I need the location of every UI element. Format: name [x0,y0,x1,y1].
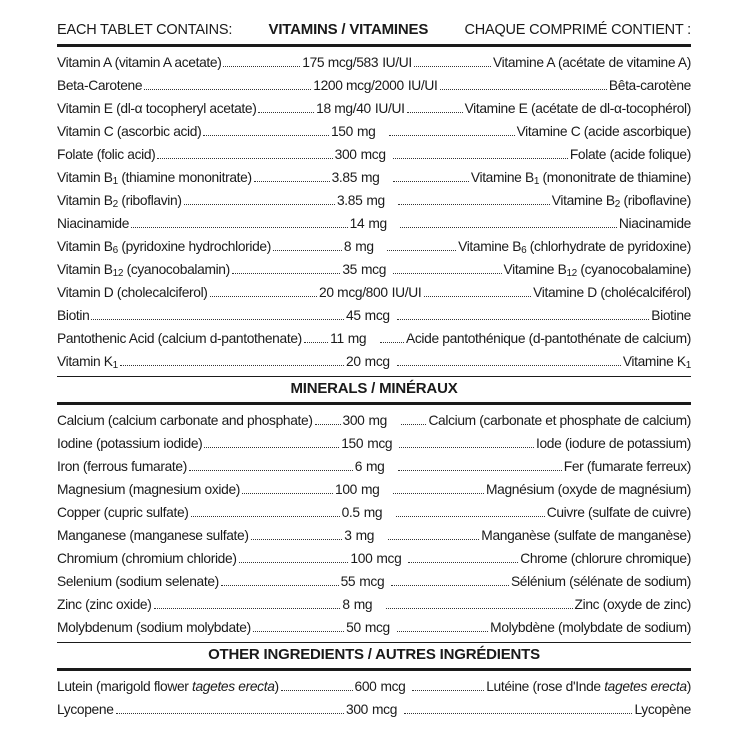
dot-leader [393,181,469,182]
name-part: (pyridoxine hydrochloride) [117,239,271,254]
dot-leader [408,562,518,563]
dot-leader [393,158,568,159]
ingredient-row [57,235,691,258]
nutrient-name-en: Beta-Carotene [57,78,143,93]
dot-leader [387,250,456,251]
amount-unit: mcg [380,679,406,694]
nutrient-name-fr [486,675,691,698]
subscript-number: 6 [521,245,527,256]
nutrient-name-fr: Zinc (oxyde de zinc) [574,597,691,612]
name-part: Vitamine B [503,262,567,277]
dot-leader [440,89,607,90]
dot-leader [393,493,484,494]
latin-name: tagetes erecta [604,679,687,694]
ingredient-row [57,212,691,235]
amount-unit: mg [347,331,367,346]
dot-leader [304,342,328,343]
amount-value: 0.5 [341,505,360,520]
amount-unit: mcg [372,702,398,717]
vitamins-section-title: VITAMINS / VITAMINES [268,21,429,38]
ingredient-row [57,616,691,639]
amount-unit: mg [355,239,374,254]
subscript-number: 1 [112,360,118,371]
amount-unit: mcg [364,620,390,635]
name-part: Vitamine B [470,170,534,185]
amount-unit: mg [356,124,376,139]
nutrient-name-en [57,675,279,698]
nutrient-name-en: Biotin [57,308,90,323]
amount-unit: mcg [364,354,390,369]
nutrient-name-en [57,235,271,258]
amount-value: 3.85 [336,193,363,208]
amount-unit: mcg [359,574,385,589]
nutrient-name-fr [552,189,691,212]
dot-leader [414,66,491,67]
header-left: EACH TABLET CONTAINS: [57,22,233,38]
nutrient-name-en: Iodine (potassium iodide) [57,436,203,451]
subscript-number: 2 [112,199,118,210]
subscript-number: 12 [566,268,577,279]
amount-unit: mg [366,193,385,208]
minerals-list [57,409,691,639]
dot-leader [204,447,339,448]
amount-value: 300 [342,413,365,428]
dot-leader [388,539,480,540]
name-part: Vitamine K [622,354,686,369]
ingredient-row [57,74,691,97]
dot-leader [281,690,353,691]
ingredient-row [57,97,691,120]
name-part: (riboflavin) [117,193,182,208]
dot-leader [189,470,353,471]
ingredient-row [57,432,691,455]
nutrient-name-en: Vitamin D (cholecalciferol) [57,285,208,300]
dot-leader [253,631,344,632]
dot-leader [131,227,348,228]
nutrient-name-fr: Bêta-carotène [608,78,692,93]
amount-unit: mg [353,597,373,612]
nutrient-name-en [57,166,252,189]
dot-leader [397,631,488,632]
subscript-number: 6 [112,245,118,256]
nutrient-name-fr: Calcium (carbonate et phosphate de calcium) [428,413,692,428]
nutrient-name-fr: Chrome (chlorure chromique) [520,551,691,566]
ingredient-row [57,350,691,373]
dot-leader [120,365,344,366]
amount-value: 3.85 [331,170,358,185]
ingredient-row [57,570,691,593]
amount-value: 175 mcg/583 [302,55,379,70]
amount-unit: mcg [360,147,386,162]
amount-value: 100 [350,551,373,566]
nutrient-name-en: Calcium (calcium carbonate and phosphate) [57,413,313,428]
other-ingredients-list [57,675,691,721]
dot-leader [407,112,463,113]
nutrient-name-en [57,189,182,212]
ingredient-row [57,281,691,304]
nutrient-name-en: Vitamin E (dl-α tocopheryl acetate) [57,101,257,116]
amount-unit: mg [363,505,383,520]
dot-leader [400,227,617,228]
dot-leader [184,204,335,205]
amount-value: 300 [346,702,368,717]
amount-unit: IU/UI [391,285,422,300]
name-part: Vitamin B [57,262,113,277]
nutrient-name-fr: Iode (iodure de potassium) [535,436,692,451]
dot-leader [399,447,534,448]
nutrient-name-en: Chromium (chromium chloride) [57,551,237,566]
amount-value: 20 mcg/800 [319,285,388,300]
other-ingredients-section-title: OTHER INGREDIENTS / AUTRES INGRÉDIENTS [208,646,540,663]
amount-value: 8 [342,597,350,612]
name-part: Vitamin B [57,239,113,254]
amount-value: 45 [346,308,361,323]
nutrient-name-fr: Magnésium (oxyde de magnésium) [486,482,691,497]
dot-leader [254,181,330,182]
name-part: (thiamine mononitrate) [117,170,252,185]
amount-value: 100 [335,482,358,497]
amount-unit: mcg [361,262,387,277]
ingredient-row [57,524,691,547]
nutrient-name-fr: Biotine [651,308,692,323]
nutrient-name-fr: Vitamine D (cholécalciférol) [533,285,692,300]
nutrient-name-en: Molybdenum (sodium molybdate) [57,620,251,635]
amount-value: 150 [341,436,364,451]
nutrient-name-en: Vitamin C (ascorbic acid) [57,124,202,139]
name-part: ) [686,679,691,694]
dot-leader [144,89,311,90]
ingredient-row [57,189,691,212]
amount-value: 300 [334,147,357,162]
nutrient-name-en: Vitamin A (vitamin A acetate) [57,55,222,70]
dot-leader [386,608,573,609]
dot-leader [273,250,342,251]
dot-leader [223,66,300,67]
subscript-number: 1 [533,176,540,187]
ingredient-row [57,51,691,74]
dot-leader [393,273,501,274]
nutrient-name-en: Copper (cupric sulfate) [57,505,189,520]
header-right: CHAQUE COMPRIMÉ CONTIENT : [464,22,691,38]
nutrient-name-en [57,258,230,281]
amount-value: 3 [344,528,352,543]
nutrient-name-en: Manganese (manganese sulfate) [57,528,249,543]
subscript-number: 1 [685,360,691,371]
amount-value: 35 [342,262,358,277]
nutrient-name-fr: Fer (fumarate ferreux) [563,459,692,474]
name-part: (chlorhydrate de pyridoxine) [526,239,691,254]
name-part: Vitamine B [551,193,615,208]
ingredient-row [57,478,691,501]
subscript-number: 2 [614,199,620,210]
dot-leader [203,135,329,136]
dot-leader [232,273,340,274]
ingredient-row [57,698,691,721]
amount-value: 8 [343,239,352,254]
nutrient-name-fr: Vitamine C (acide ascorbique) [516,124,691,139]
amount-unit: IU/UI [407,78,438,93]
dot-leader [397,319,650,320]
amount-unit: mcg [376,551,402,566]
ingredient-row [57,675,691,698]
amount-unit: mg [368,413,387,428]
ingredient-row [57,258,691,281]
amount-value: 14 [349,216,365,231]
nutrient-name-en: Pantothenic Acid (calcium d-pantothenate) [57,331,302,346]
nutrient-name-en: Iron (ferrous fumarate) [57,459,187,474]
dot-leader [221,585,339,586]
amount-value: 600 [354,679,377,694]
amount-value: 55 [340,574,356,589]
name-part: Lutéine (rose d'Inde [486,679,605,694]
dot-leader [389,135,515,136]
ingredient-row [57,120,691,143]
name-part: (cyanocobalamin) [123,262,230,277]
name-part: Vitamin K [57,354,113,369]
dot-leader [315,424,341,425]
dot-leader [239,562,349,563]
nutrient-name-en [57,350,118,373]
dot-leader [380,342,404,343]
header-bar [57,18,691,42]
nutrient-name-fr: Acide pantothénique (d-pantothénate de calcium) [406,331,692,346]
dot-leader [258,112,314,113]
name-part: Lutein (marigold flower [57,679,192,694]
nutrient-name-en: Zinc (zinc oxide) [57,597,152,612]
amount-unit: mg [361,170,380,185]
subscript-number: 12 [112,268,124,279]
nutrient-name-fr [458,235,691,258]
amount-unit: IU/UI [374,101,405,116]
dot-leader [412,690,484,691]
nutrient-name-en: Folate (folic acid) [57,147,156,162]
ingredient-row [57,501,691,524]
nutrient-name-fr: Molybdène (molybdate de sodium) [490,620,691,635]
ingredient-row [57,409,691,432]
dot-leader [154,608,341,609]
name-part: (cyanocobalamine) [576,262,692,277]
nutrient-name-fr: Niacinamide [618,216,691,231]
dot-leader [157,158,332,159]
amount-unit: IU/UI [382,55,412,70]
name-part: Vitamin B [57,170,113,185]
nutrient-name-en: Magnesium (magnesium oxide) [57,482,241,497]
nutrient-name-fr [471,166,691,189]
amount-unit: mg [368,216,387,231]
dot-leader [191,516,340,517]
dot-leader [404,713,632,714]
nutrient-name-fr: Folate (acide folique) [569,147,692,162]
nutrient-name-fr [504,258,692,281]
divider-rule [57,44,691,47]
nutrient-name-en: Lycopene [57,702,114,717]
dot-leader [398,470,562,471]
ingredient-row [57,166,691,189]
amount-value: 150 [330,124,353,139]
ingredient-row [57,327,691,350]
supplement-facts-panel [57,18,691,721]
ingredient-row [57,143,691,166]
dot-leader [251,539,343,540]
amount-unit: mg [366,459,385,474]
dot-leader [210,296,317,297]
vitamins-list [57,51,691,373]
amount-value: 11 [330,331,344,346]
nutrient-name-en: Selenium (sodium selenate) [57,574,219,589]
divider-rule [57,402,691,405]
divider-rule [57,668,691,671]
amount-value: 50 [346,620,361,635]
latin-name: tagetes erecta [192,679,275,694]
nutrient-name-fr [623,350,691,373]
dot-leader [396,516,545,517]
name-part: (riboflavine) [619,193,691,208]
amount-value: 6 [354,459,363,474]
nutrient-name-fr: Cuivre (sulfate de cuivre) [546,505,692,520]
subscript-number: 1 [112,176,118,187]
nutrient-name-fr: Lycopène [634,702,692,717]
nutrient-name-en: Niacinamide [57,216,130,231]
ingredient-row [57,455,691,478]
dot-leader [91,319,344,320]
ingredient-row [57,547,691,570]
dot-leader [398,204,549,205]
dot-leader [424,296,531,297]
name-part: (mononitrate de thiamine) [539,170,692,185]
minerals-section-title: MINERALS / MINÉRAUX [290,380,458,397]
dot-leader [391,585,509,586]
amount-value: 18 mg/40 [316,101,371,116]
amount-unit: mg [355,528,375,543]
amount-unit: mcg [364,308,390,323]
dot-leader [242,493,333,494]
nutrient-name-fr: Vitamine E (acétate de dl-α-tocophérol) [464,101,692,116]
ingredient-row [57,304,691,327]
nutrient-name-fr: Manganèse (sulfate de manganèse) [481,528,691,543]
amount-value: 1200 mcg/2000 [313,78,404,93]
dot-leader [116,713,344,714]
dot-leader [401,424,427,425]
ingredient-row [57,593,691,616]
name-part: Vitamin B [57,193,113,208]
nutrient-name-fr: Vitamine A (acétate de vitamine A) [493,55,692,70]
amount-unit: mg [361,482,380,497]
amount-unit: mcg [367,436,393,451]
amount-value: 20 [346,354,361,369]
name-part: ) [274,679,279,694]
dot-leader [397,365,621,366]
name-part: Vitamine B [458,239,522,254]
nutrient-name-fr: Sélénium (sélénate de sodium) [510,574,691,589]
